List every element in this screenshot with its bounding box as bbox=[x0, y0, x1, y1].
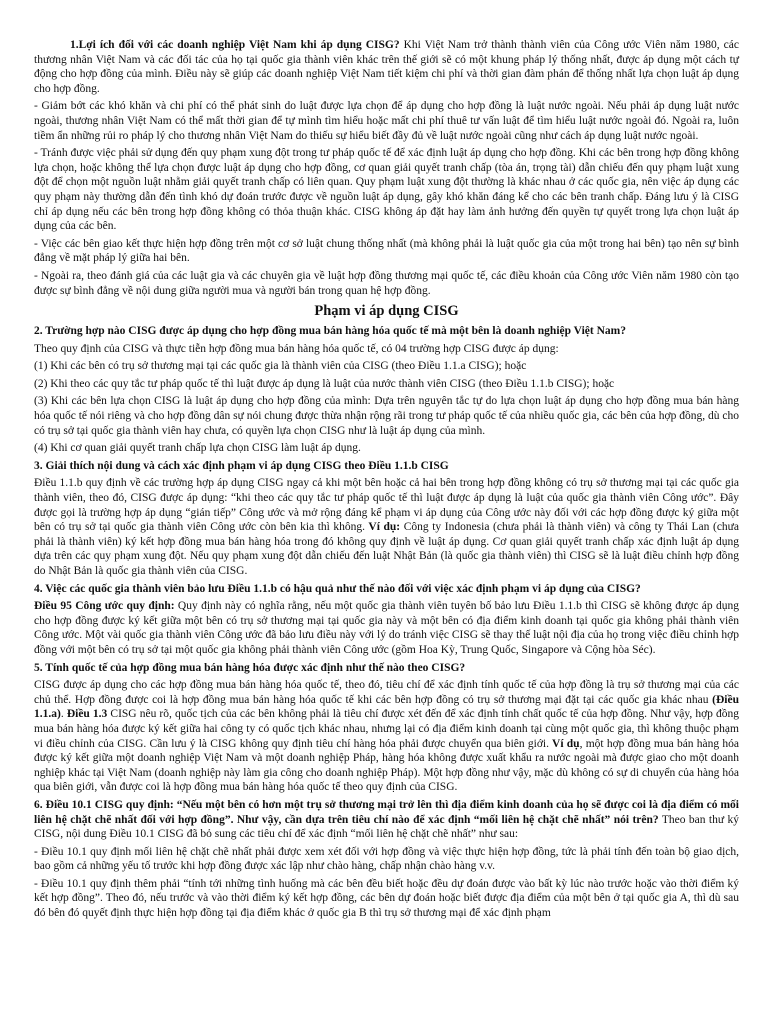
scope-title: Phạm vi áp dụng CISG bbox=[314, 303, 459, 320]
q5-body-c: CISG nêu rõ, quốc tịch của các bên không phải là tiêu chí được xét đến để xác định tính chất quốc tế của hợp đồng. Như vậy, hợp đồng mua bán hàng hóa được ký kết giữa hai công ty có quốc tịch khác nhau, nhưng lại có địa điểm kinh doanh tại cùng một quốc gia, thì không thuộc phạm vi điều chỉnh của CISG. Cần lưu ý là CISG không quy định tiêu chí hàng hóa phải được chuyển qua biên giới. bbox=[34, 708, 740, 750]
section1-bullet: - Việc các bên giao kết thực hiện hợp đồng trên một cơ sở luật chung thống nhất (mà không phải là luật quốc gia của một trong hai bên) tạo nên sự bình đẳng về mặt pháp lý giữa hai bên. bbox=[34, 237, 739, 265]
q5-body-b: . bbox=[60, 708, 67, 721]
section1-bullet: - Ngoài ra, theo đánh giá của các luật gia và các chuyên gia về luật hợp đồng thương mại quốc tế, các điều khoản của Công ước Viên năm 1980 còn tạo được sự bình đẳng về nội dung giữa người mua và người bán trong quan hệ hợp đồng. bbox=[34, 269, 739, 297]
q6-intro: Theo ban thư ký CISG, nội dung Điều 10.1 CISG đã bỏ sung các tiêu chí để xác định “mối liên hệ chặt chẽ nhất” như sau: bbox=[34, 813, 739, 841]
q2-line: (1) Khi các bên có trụ sở thương mại tại các quốc gia là thành viên của CISG (theo Điều 1.1.a CISG); hoặc bbox=[34, 360, 527, 373]
q4-heading: 4. Việc các quốc gia thành viên bảo lưu Điều 1.1.b có hậu quả như thế nào đối với việc xác định phạm vi áp dụng của CISG? bbox=[34, 582, 641, 595]
q2-line: (3) Khi các bên lựa chọn CISG là luật áp dụng cho hợp đồng của mình: Dựa trên nguyên tắc tự do lựa chọn luật áp dụng cho hợp đồng mua bán hàng hóa quốc tế nói riêng và cho hợp đồng dân sự nói chung được thừa nhận rộng rãi trong tư pháp quốc tế của nhiều quốc gia, các bên của hợp đồng, dù cho có trụ sở tại quốc gia thành viên hay chưa, có quyền lựa chọn CISG như là luật áp dụng của mình. bbox=[34, 395, 739, 437]
q3-example-label: Ví dụ: bbox=[365, 521, 401, 534]
q5-ref-a: (Điều 1.1.a) bbox=[34, 693, 739, 721]
section1-intro: Khi Việt Nam trở thành thành viên của Công ước Viên năm 1980, các thương nhân Việt Nam và các đối tác của họ tại quốc gia thành viên khác trên thế giới sẽ có một khung pháp lý thống nhất, được áp dụng một cách tự động cho hợp đồng của mình. Điều này sẽ giúp các doanh nghiệp Việt Nam tiết kiệm chi phí và thời gian đàm phán để thống nhất lựa chọn luật áp dụng cho hợp đồng. bbox=[34, 39, 739, 95]
q4-label: Điều 95 Công ước quy định: bbox=[34, 600, 175, 613]
q2-line: (2) Khi theo các quy tắc tư pháp quốc tế thì luật được áp dụng là luật của nước thành viên CISG (theo Điều 1.1.b CISG); hoặc bbox=[34, 377, 615, 390]
q5-body-d: , một hợp đồng mua bán hàng hóa được ký kết giữa một doanh nghiệp Việt Nam và một doanh nghiệp Pháp, hàng hóa không được xuất khẩu ra nước ngoài mà được giao cho một doanh nghiệp khác tại Việt Nam (doanh nghiệp này làm gia công cho doanh nghiệp Pháp). Một hợp đồng như vậy, mặc dù không có sự di chuyển của hàng hóa qua biên giới, vẫn được coi là hợp đồng mua bán hàng hóa quốc tế theo quy định của CISG. bbox=[34, 737, 739, 794]
q3-heading: 3. Giải thích nội dung và cách xác định phạm vi áp dụng CISG theo Điều 1.1.b CISG bbox=[34, 459, 449, 472]
q3-body-a: Điều 1.1.b quy định về các trường hợp áp dụng CISG ngay cả khi một bên hoặc cả hai bên trong hợp đồng không có trụ sở thương mại tại các quốc gia thành viên, theo đó, CISG được áp dụng: “khi theo các quy tắc tư pháp quốc tế thì luật được áp dụng là luật của quốc gia thành viên Công ước”. Đây được gọi là trường hợp áp dụng “gián tiếp” Công ước và mở rộng đáng kể phạm vi áp dụng của Công ước này đối với các hợp đồng được ký giữa một bên có trụ sở tại quốc gia thành viên Công ước còn bên kia thì không. bbox=[34, 477, 739, 534]
section1-paragraph bbox=[34, 38, 739, 96]
q5-example-label: Ví dụ bbox=[549, 737, 580, 750]
section1-heading: 1.Lợi ích đối với các doanh nghiệp Việt Nam khi áp dụng CISG? bbox=[70, 39, 400, 51]
q4-body bbox=[34, 599, 739, 657]
document-page bbox=[34, 38, 739, 924]
q6-bullet: - Điều 10.1 quy định thêm phải “tính tới những tình huống mà các bên đều biết hoặc đều dự đoán được vào bất kỳ lúc nào trước hoặc vào thời điểm ký kết hợp đồng”. Theo đó, nếu trước và vào thời điểm ký kết hợp đồng, các bên dự đoán hoặc biết được địa điểm của một bên ở tại quốc gia A, thì dù sau đó bên đó quyết định thực hiện hợp đồng tại địa điểm khác ở quốc gia B thì trụ sở thương mại để xác định phạm bbox=[34, 877, 739, 920]
q5-ref-b: Điều 1.3 bbox=[66, 708, 108, 721]
section1-bullet: - Giảm bớt các khó khăn và chi phí có thể phát sinh do luật được lựa chọn để áp dụng cho hợp đồng là luật nước ngoài. Nếu phải áp dụng luật nước ngoài, thương nhân Việt Nam có thể mất thời gian để tự mình tìm hiểu hoặc mất chi phí thuê tư vấn luật để tìm hiểu luật nước ngoài đó. Ngoài ra, luôn tiềm ẩn những rủi ro pháp lý cho thương nhân Việt Nam do thiếu sự hiểu biết đầy đủ về luật nước ngoài cũng như cách áp dụng luật nước ngoài. bbox=[34, 100, 739, 142]
q4-body-text: Quy định này có nghĩa rằng, nếu một quốc gia thành viên tuyên bố bảo lưu Điều 1.1.b thì CISG sẽ không được áp dụng cho hợp đồng được ký kết giữa một bên có trụ sở thương mại tại quốc gia này và một bên có địa điểm kinh doanh tại quốc gia không phải thành viên Công ước. Một vài quốc gia thành viên Công ước đã bảo lưu điều này với lý do tránh việc CISG sẽ thay thế luật nội địa của họ trong việc điều chỉnh hợp đồng với một bên có trụ sở tại một quốc gia không phải thành viên Công ước (gồm Hoa Kỳ, Trung Quốc, Singapore và Cộng hòa Séc). bbox=[34, 600, 739, 656]
section1-bullet: - Tránh được việc phải sử dụng đến quy phạm xung đột trong tư pháp quốc tế để xác định luật áp dụng cho hợp đồng. Khi các bên trong hợp đồng không lựa chọn, hoặc không thể lựa chọn được luật áp dụng cho hợp đồng, cơ quan giải quyết tranh chấp (tòa án, trọng tài) dẫn chiếu đến quy phạm luật xung đột để chọn một nguồn luật nhằm giải quyết tranh chấp có liên quan. Quy phạm luật xung đột thường là khác nhau ở các quốc gia, nên việc áp dụng các quy phạm này thường dẫn đến tình khó dự đoán trước được về nguồn luật áp dụng, gây khó khăn đáng kể cho các bên tranh chấp. Đáng lưu ý là CISG chỉ áp dụng nếu các bên trong hợp đồng không có thỏa thuận khác. CISG không áp đặt hay làm ảnh hưởng đến quyền tự quyết trong lựa chọn luật áp dụng của các bên. bbox=[34, 147, 739, 233]
q6-bullet: - Điều 10.1 quy định mối liên hệ chặt chẽ nhất phải được xem xét đối với hợp đồng và việc thực hiện hợp đồng, tức là phải tính đến toàn bộ giao dịch, bao gồm cả những yếu tố trước khi hợp đồng được xác lập như chào hàng, chấp nhận chào hàng v.v. bbox=[34, 845, 739, 873]
q6-paragraph bbox=[34, 798, 739, 842]
q3-body bbox=[34, 476, 739, 578]
q2-line: (4) Khi cơ quan giải quyết tranh chấp lựa chọn CISG làm luật áp dụng. bbox=[34, 442, 361, 455]
q2-heading: 2. Trường hợp nào CISG được áp dụng cho hợp đồng mua bán hàng hóa quốc tế mà một bên là doanh nghiệp Việt Nam? bbox=[34, 325, 626, 338]
q2-line: Theo quy định của CISG và thực tiễn hợp đồng mua bán hàng hóa quốc tế, có 04 trường hợp CISG được áp dụng: bbox=[34, 342, 559, 355]
q6-heading: 6. Điều 10.1 CISG quy định: “Nếu một bên có hơn một trụ sở thương mại trở lên thì địa điểm kinh doanh của họ sẽ được coi là địa điểm có mối liên hệ chặt chẽ nhất đối với hợp đồng”. Như vậy, cần dựa trên tiêu chí nào để xác định “mối liên hệ chặt chẽ nhất” nói trên? bbox=[34, 798, 739, 826]
q5-body-a: CISG được áp dụng cho các hợp đồng mua bán hàng hóa quốc tế, theo đó, tiêu chí để xác định tính quốc tế của hợp đồng là trụ sở thương mại của các chủ thể. Hợp đồng được coi là hợp đồng mua bán hàng hóa quốc tế khi các bên hợp đồng có trụ sở thương mại đặt tại các quốc gia khác nhau bbox=[34, 679, 739, 706]
q5-body bbox=[34, 678, 739, 795]
q3-body-b: Công ty Indonesia (chưa phải là thành viên) và công ty Thái Lan (chưa phải là thành viên) ký kết hợp đồng mua bán hàng hóa trong đó không quy định về luật áp dụng. Cơ quan giải quyết tranh chấp xác định luật áp dụng dựa trên các quy phạm xung đột. Nếu quy phạm xung đột dẫn chiếu đến luật Nhật Bản (là quốc gia thành viên) thì CISG sẽ là luật điều chỉnh hợp đồng do Nhật Bản là quốc gia thành viên của CISG. bbox=[34, 521, 740, 577]
q5-heading: 5. Tính quốc tế của hợp đồng mua bán hàng hóa được xác định như thế nào theo CISG? bbox=[34, 661, 466, 674]
